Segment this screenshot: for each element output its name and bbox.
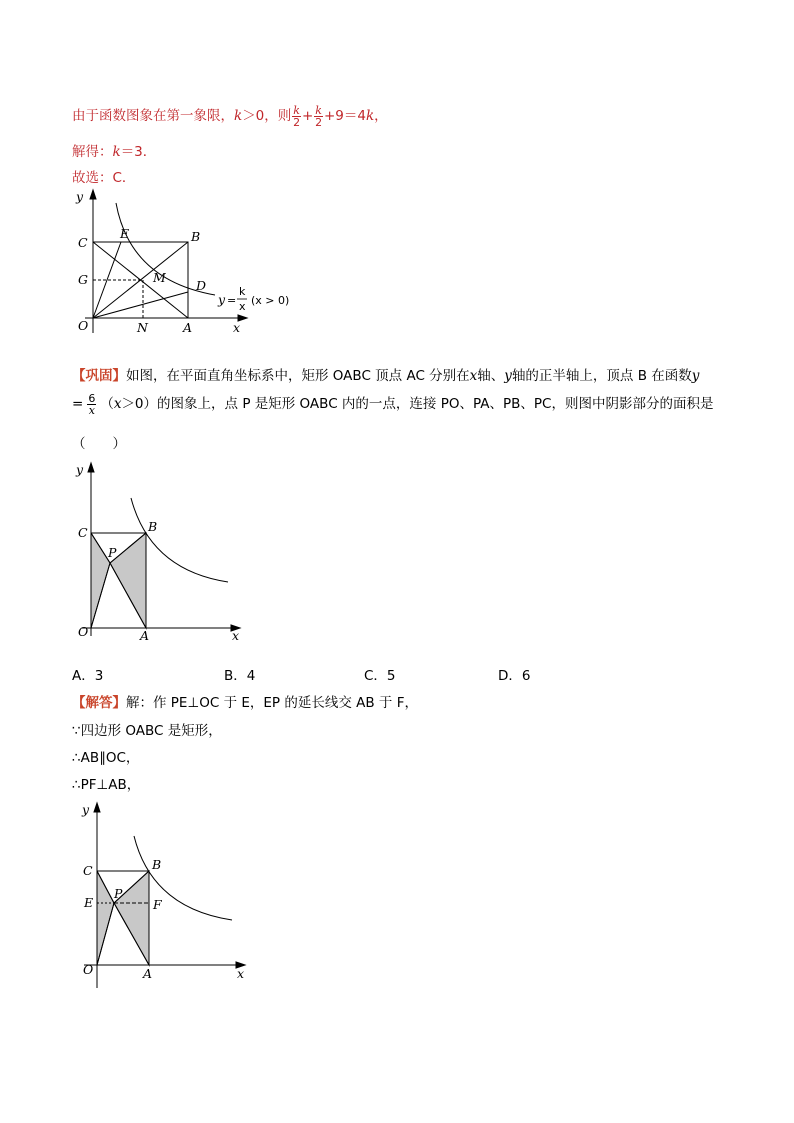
y-axis-arrow [94, 803, 100, 812]
solution-text: 由于函数图象在第一象限， [72, 108, 234, 124]
fraction-numerator: k [315, 103, 322, 117]
fraction-numerator: k [293, 103, 300, 117]
option-a[interactable]: A．3 [72, 668, 104, 684]
label-p: P [114, 886, 123, 901]
exercise-text: ＞0）的图象上，点 P 是矩形 OABC 内的一点，连接 PO、PA、PB、PC，则图中阴影部分的面积是 [121, 396, 714, 412]
plus-sign: + [301, 108, 314, 124]
label-o: O [78, 318, 89, 333]
answer-line-2: ∵四边形 OABC 是矩形， [72, 723, 222, 739]
exercise-text: 轴、 [477, 368, 505, 384]
answer-line-1 [72, 691, 418, 711]
answer-tag: 【解答】 [72, 695, 126, 711]
func-y: y [218, 292, 226, 307]
exercise-text: （ [100, 396, 114, 412]
label-f: F [153, 897, 162, 912]
func-den: x [239, 300, 246, 313]
solution-line-3 [72, 166, 135, 186]
solution-text: ＞0，则 [242, 108, 292, 124]
exercise-text: 如图，在平面直角坐标系中，矩形 OABC 顶点 AC 分别在 [126, 368, 470, 384]
solution-text: 故选： [72, 170, 113, 186]
var-y: y [504, 368, 512, 384]
answer-text: 解：作 PE⊥OC 于 E，EP 的延长线交 AB 于 F， [126, 695, 418, 711]
fraction [314, 105, 323, 128]
solution-text: +9＝4 [323, 108, 366, 124]
exercise-tag: 【巩固】 [72, 368, 126, 384]
label-g: G [78, 272, 88, 287]
exercise-line-3 [72, 432, 126, 452]
label-n: N [137, 320, 148, 335]
var-x: x [469, 368, 478, 384]
label-c: C [78, 525, 88, 540]
var-y: y [691, 368, 700, 384]
option-b[interactable]: B．4 [224, 668, 256, 684]
label-a: A [183, 320, 193, 335]
func-num: k [239, 285, 246, 298]
label-e: E [120, 226, 130, 241]
label-c: C [78, 235, 88, 250]
solution-text: ＝3． [120, 144, 157, 160]
figure-3 [76, 798, 266, 993]
label-b: B [148, 519, 158, 534]
var-k: k [365, 108, 375, 124]
label-d: D [196, 278, 207, 293]
shaded-triangle-left [97, 871, 114, 965]
answer-blank: （ ） [72, 436, 126, 452]
label-y: y [82, 802, 90, 817]
answer-line-4: ∴PF⊥AB， [72, 777, 141, 793]
label-x: x [232, 628, 240, 643]
y-axis-arrow [90, 190, 96, 199]
equals-sign: = [72, 396, 84, 412]
var-k: k [234, 108, 243, 124]
solution-answer: C． [112, 170, 136, 186]
fraction-denominator: 2 [293, 115, 301, 129]
figure-1 [70, 185, 300, 340]
exercise-line-2 [72, 392, 713, 416]
label-b: B [152, 857, 162, 872]
label-x: x [233, 320, 241, 335]
label-p: P [108, 545, 117, 560]
label-y: y [76, 189, 84, 204]
option-d[interactable]: D．6 [498, 668, 531, 684]
label-o: O [83, 962, 94, 977]
var-x: x [113, 396, 122, 412]
label-o: O [78, 624, 89, 639]
label-e: E [84, 895, 94, 910]
label-x: x [237, 966, 245, 981]
fraction-numerator: 6 [88, 391, 96, 405]
fraction-denominator: 2 [315, 115, 323, 129]
label-a: A [140, 628, 150, 643]
fraction [87, 393, 96, 416]
func-domain: (x > 0) [251, 294, 290, 307]
solution-line-2 [72, 140, 156, 160]
fraction-denominator: x [88, 403, 95, 417]
answer-line-3: ∴AB∥OC， [72, 750, 140, 766]
option-c[interactable]: C．5 [364, 668, 396, 684]
solution-line-1 [72, 104, 388, 128]
label-c: C [83, 863, 93, 878]
segment-od [93, 292, 188, 318]
fraction [292, 105, 301, 128]
solution-text: ， [374, 108, 388, 124]
func-eq: = [227, 294, 237, 307]
label-a: A [143, 966, 153, 981]
label-b: B [191, 229, 201, 244]
exercise-line-1 [72, 364, 699, 384]
y-axis-arrow [88, 463, 94, 472]
label-m: M [153, 270, 166, 285]
figure-2 [70, 458, 260, 648]
exercise-text: 轴的正半轴上，顶点 B 在函数 [511, 368, 692, 384]
solution-text: 解得： [72, 144, 113, 160]
label-y: y [76, 462, 84, 477]
var-k: k [112, 144, 121, 160]
